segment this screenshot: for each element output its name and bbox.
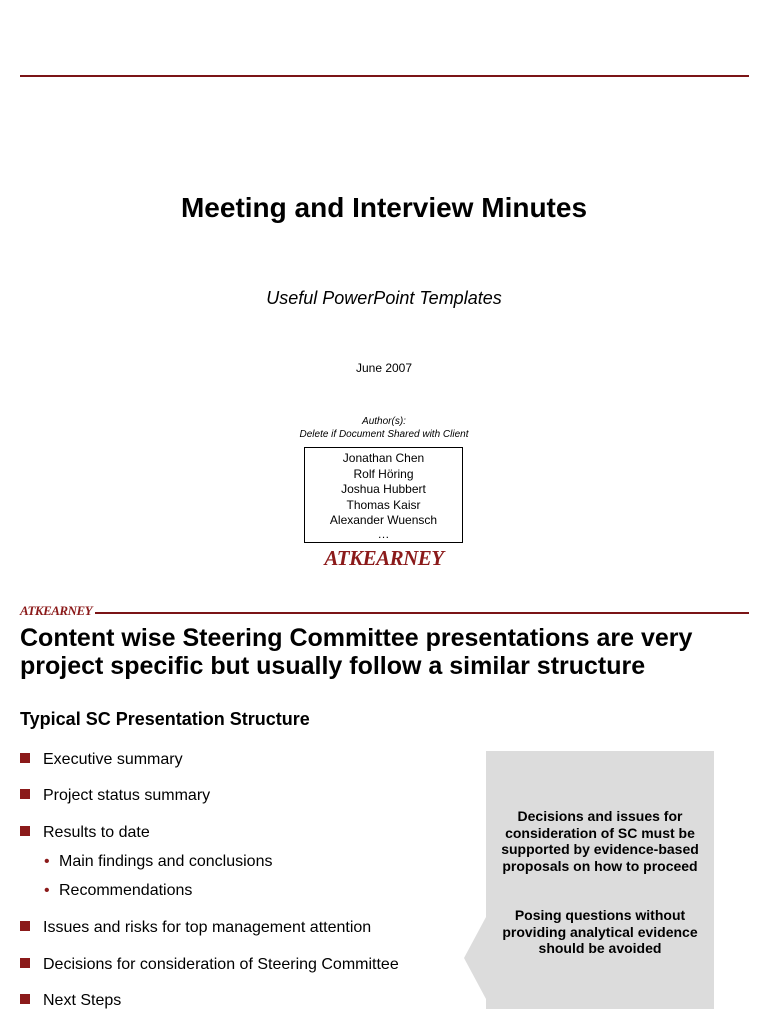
- top-rule: [20, 75, 749, 77]
- list-item: Decisions for consideration of Steering Committee: [20, 956, 399, 974]
- square-bullet-icon: [20, 753, 30, 763]
- callout-text-primary: Decisions and issues for consideration of SC must be supported by evidence-based proposals on how to proceed: [501, 808, 699, 874]
- date-label: June 2007: [355, 361, 413, 375]
- square-bullet-icon: [20, 789, 30, 799]
- company-logo: ATKEARNEY: [324, 546, 444, 570]
- callout-shape: [464, 751, 714, 1009]
- author-name: Thomas Kaisr: [346, 497, 421, 512]
- list-item: Results to date: [20, 824, 150, 842]
- page-title: Meeting and Interview Minutes: [180, 192, 588, 223]
- authors-label: [0, 415, 768, 441]
- author-name: Alexander Wuensch: [329, 513, 438, 527]
- list-item: Project status summary: [20, 787, 210, 805]
- slide2-subtitle: Typical SC Presentation Structure: [20, 709, 310, 729]
- slide2-rule: [20, 612, 749, 614]
- author-name: …: [377, 526, 390, 541]
- list-item: Issues and risks for top management attention: [20, 919, 371, 937]
- page-subtitle: Useful PowerPoint Templates: [266, 288, 502, 308]
- authors-heading: Author(s):: [362, 416, 406, 427]
- authors-box: [304, 447, 463, 543]
- callout-text-secondary: Posing questions without providing analytical evidence should be avoided: [502, 907, 698, 956]
- author-name: Jonathan Chen: [342, 451, 425, 465]
- list-item: Executive summary: [20, 751, 183, 769]
- sub-list-item: • Recommendations: [44, 882, 193, 899]
- slide2-logo: ATKEARNEY: [20, 603, 95, 619]
- authors-note: Delete if Document Shared with Client: [299, 429, 469, 440]
- sub-list-item: • Main findings and conclusions: [44, 853, 273, 870]
- dot-bullet-icon: •: [44, 882, 50, 899]
- square-bullet-icon: [20, 826, 30, 836]
- dot-bullet-icon: •: [44, 853, 50, 870]
- square-bullet-icon: [20, 994, 30, 1004]
- square-bullet-icon: [20, 958, 30, 968]
- slide2-title: Content wise Steering Committee presentations are very project specific but usually follow a similar structure: [20, 624, 693, 680]
- author-name: Rolf Höring: [353, 466, 414, 481]
- list-item: Next Steps: [20, 992, 121, 1010]
- author-name: Joshua Hubbert: [341, 482, 426, 496]
- square-bullet-icon: [20, 921, 30, 931]
